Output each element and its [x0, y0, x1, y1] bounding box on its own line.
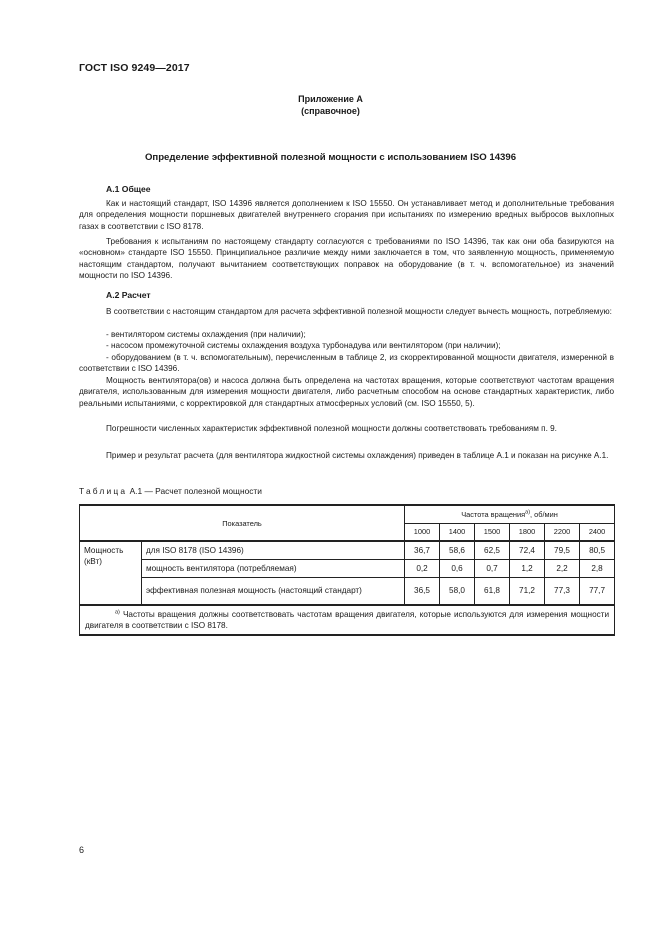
table-row: [80, 559, 615, 577]
paragraph: Погрешности численных характеристик эффективной полезной мощности должны соответствовать требованиям п. 9.: [106, 424, 557, 433]
header-indicator: Показатель: [80, 505, 405, 541]
value-cell: 0,6: [440, 559, 475, 577]
document-code: ГОСТ ISO 9249—2017: [79, 62, 190, 74]
value-cell: 1,2: [510, 559, 545, 577]
annex-subtitle: (справочное): [301, 106, 360, 116]
value-cell: 58,0: [440, 577, 475, 605]
page-number: 6: [79, 845, 85, 855]
table-caption-prefix: Таблица: [79, 486, 128, 496]
row-label: мощность вентилятора (потребляемая): [142, 559, 405, 577]
annex-main-title: Определение эффективной полезной мощности с использованием ISO 14396: [144, 152, 517, 163]
value-cell: 71,2: [510, 577, 545, 605]
value-cell: 0,7: [475, 559, 510, 577]
table-row: [80, 541, 615, 559]
table-row: [80, 577, 615, 605]
value-cell: 0,2: [405, 559, 440, 577]
table-caption: [79, 486, 262, 496]
paragraph: Как и настоящий стандарт, ISO 14396 является дополнением к ISO 15550. Он устанавливает метод и дополнительные требования для определения мощности поршневых двигателей внутреннего сгорания при испытаниях по измерению вредных выбросов выхлопных газах в соответствии с ISO 8178.: [79, 199, 614, 231]
paragraph: В соответствии с настоящим стандартом для расчета эффективной полезной мощности следует вычесть мощность, потребляемую:: [106, 307, 612, 316]
value-cell: 62,5: [475, 541, 510, 559]
table-footnote-row: [80, 605, 615, 635]
list-item: - оборудованием (в т. ч. вспомогательным), перечисленным в таблице 2, из скорректированной мощности двигателя, измеренной в соответствии с ISO 14396.: [79, 353, 614, 374]
paragraph: Требования к испытаниям по настоящему стандарту согласуются с требованиями по ISO 14396, так как они оба базируются на «основном» стандарте ISO 15550. Принципиальное различие между ними заключается в том, что заявленную мощность, применяемую настоящим стандартом, получают вычитанием соответствующих поправок на оборудование (в т. ч. вспомогательное) из значений мощности по ISO 14396.: [79, 237, 614, 280]
value-cell: 61,8: [475, 577, 510, 605]
value-cell: 36,5: [405, 577, 440, 605]
footnote-mark: a): [115, 609, 120, 616]
paragraph: Пример и результат расчета (для вентилятора жидкостной системы охлаждения) приведен в таблице А.1 и показан на рисунке А.1.: [106, 451, 609, 460]
list-item: - вентилятором системы охлаждения (при наличии);: [106, 330, 306, 339]
footnote-text: Частоты вращения должны соответствовать частотам вращения двигателя, которые используются для измерения мощности двигателя в соответствии с ISO 8178.: [85, 610, 610, 630]
annex-title: Приложение А: [298, 94, 363, 104]
value-cell: 2,8: [580, 559, 615, 577]
value-cell: 36,7: [405, 541, 440, 559]
speed-header-cell: 2400: [580, 523, 615, 541]
header-speed-label: Частота вращения: [461, 509, 526, 519]
row-label: для ISO 8178 (ISO 14396): [142, 541, 405, 559]
speed-header-cell: 1500: [475, 523, 510, 541]
value-cell: 2,2: [545, 559, 580, 577]
group-label: Мощность (кВт): [80, 541, 142, 605]
speed-header-cell: 1000: [405, 523, 440, 541]
value-cell: 58,6: [440, 541, 475, 559]
speed-header-cell: 1800: [510, 523, 545, 541]
footnote-ref: a): [525, 509, 531, 516]
table-caption-text: А.1 — Расчет полезной мощности: [129, 486, 262, 496]
section-heading-a2: А.2 Расчет: [106, 290, 151, 300]
table-footnote: [80, 605, 615, 635]
paragraph: Мощность вентилятора(ов) и насоса должна быть определена на частотах вращения, которые соответствуют частотам вращения двигателя, использованным для измерения мощности двигателя, либо расчетным способом на основе стандартных характеристик, либо реальными испытаниями, с корректировкой для стандартных атмосферных условий (см. ISO 15550, 5).: [79, 376, 614, 408]
value-cell: 79,5: [545, 541, 580, 559]
value-cell: 72,4: [510, 541, 545, 559]
row-label: эффективная полезная мощность (настоящий стандарт): [142, 577, 405, 605]
value-cell: 77,7: [580, 577, 615, 605]
section-heading-a1: А.1 Общее: [106, 184, 151, 194]
power-table: [79, 504, 615, 636]
value-cell: 77,3: [545, 577, 580, 605]
header-speed: [405, 505, 615, 523]
list-item: - насосом промежуточной системы охлаждения воздуха турбонадува или вентилятором (при наличии);: [106, 341, 501, 350]
speed-header-cell: 1400: [440, 523, 475, 541]
header-speed-unit: , об/мин: [530, 509, 558, 519]
speed-header-cell: 2200: [545, 523, 580, 541]
value-cell: 80,5: [580, 541, 615, 559]
